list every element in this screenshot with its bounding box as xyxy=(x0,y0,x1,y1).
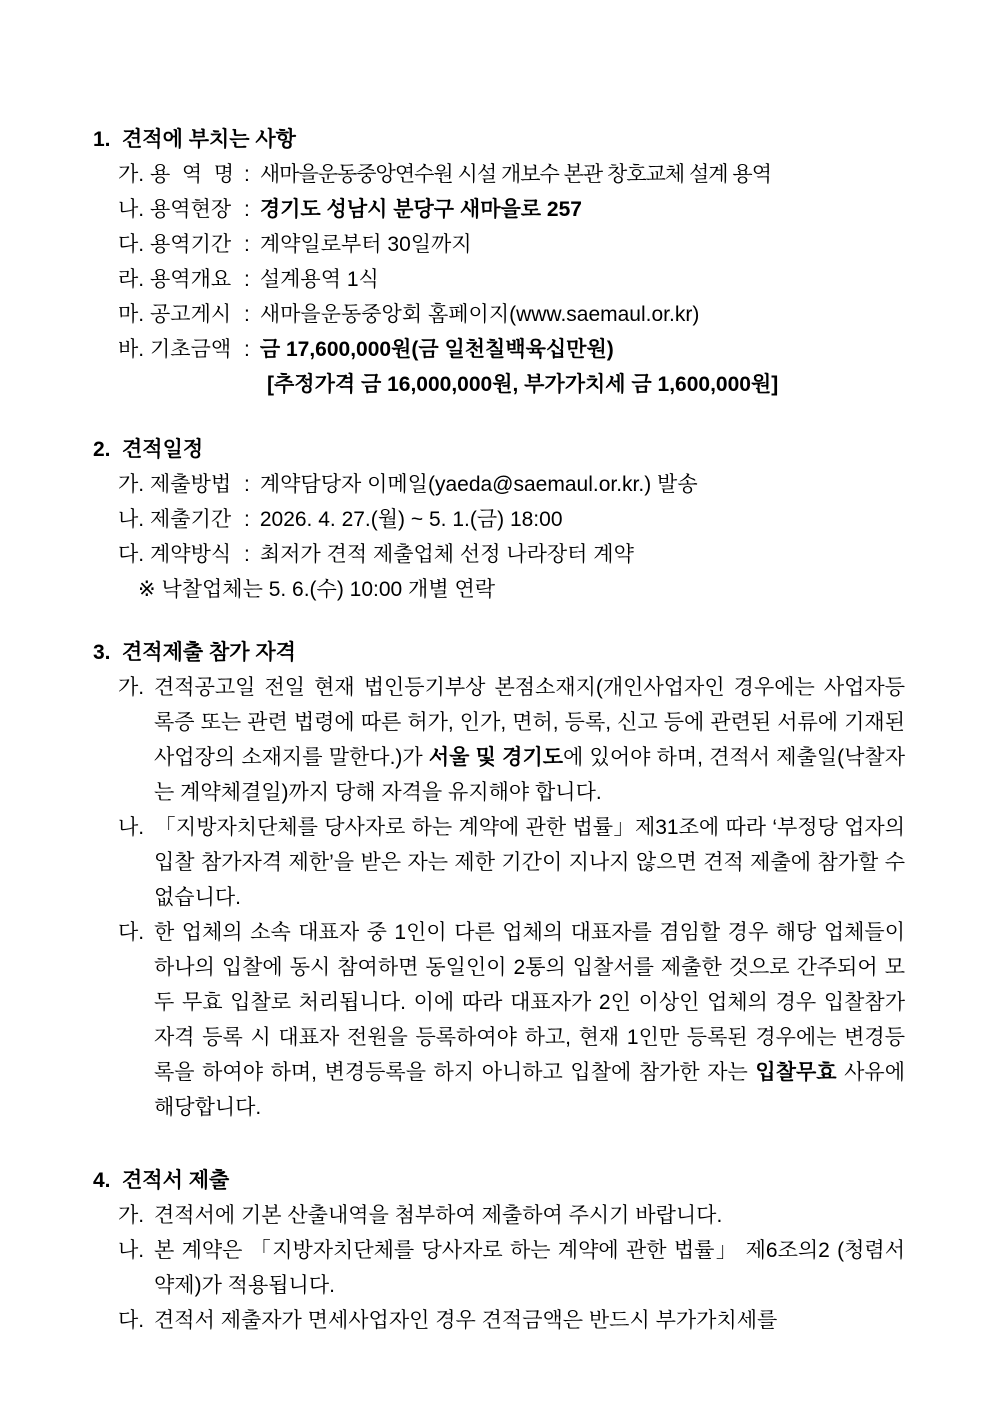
paragraph-tax-exempt xyxy=(118,1303,905,1338)
section-number: 2. xyxy=(93,438,111,461)
row-notice-posting xyxy=(118,297,905,332)
section-quotation-submission xyxy=(93,1163,905,1338)
row-label: 용역현장 xyxy=(150,198,232,221)
section-title xyxy=(93,1163,905,1198)
row-submission-method xyxy=(118,467,905,502)
row-colon: : xyxy=(244,303,250,326)
paragraph-marker: 가. xyxy=(118,1204,145,1227)
row-marker: 가. xyxy=(118,163,145,186)
paragraph-text-bold: 서울 및 경기도 xyxy=(428,746,564,769)
row-value: 최저가 견적 제출업체 선정 나라장터 계약 xyxy=(259,543,634,566)
paragraph-marker: 나. xyxy=(118,816,145,839)
paragraph-marker: 다. xyxy=(118,1309,145,1332)
section-title xyxy=(93,122,905,157)
paragraph-eligibility-location xyxy=(118,670,905,810)
row-value: 새마을운동중앙회 홈페이지(www.saemaul.or.kr) xyxy=(259,303,700,326)
row-service-period xyxy=(118,227,905,262)
row-label: 용역기간 xyxy=(150,233,232,256)
row-label: 기초금액 xyxy=(150,338,232,361)
row-value: 2026. 4. 27.(월) ~ 5. 1.(금) 18:00 xyxy=(259,508,563,531)
paragraph-text: 견적서 제출자가 면세사업자인 경우 견적금액은 반드시 부가가치세를 xyxy=(154,1309,778,1332)
row-value: 계약일로부터 30일까지 xyxy=(259,233,472,256)
row-contract-method xyxy=(118,537,905,572)
row-marker: 다. xyxy=(118,543,145,566)
row-base-amount xyxy=(118,332,905,367)
row-marker: 다. xyxy=(118,233,145,256)
row-value: 새마을운동중앙연수원 시설 개보수 본관 창호교체 설계 용역 xyxy=(259,163,771,186)
paragraph-text: 에 있어야 하며, 견적서 제출일(낙찰자는 계약체결일)까지 당해 자격을 유지해야 합니다. xyxy=(154,746,905,804)
row-colon: : xyxy=(244,198,250,221)
paragraph-marker: 나. xyxy=(118,1239,145,1262)
row-value: 경기도 성남시 분당구 새마을로 257 xyxy=(259,198,582,221)
row-label: 용 역 명 xyxy=(150,163,234,186)
section-quotation-items xyxy=(93,122,905,402)
section-number: 3. xyxy=(93,641,111,664)
paragraph-attach-statement xyxy=(118,1198,905,1233)
section-title-text: 견적제출 참가 자격 xyxy=(122,641,296,664)
section-title-text: 견적에 부치는 사항 xyxy=(122,128,296,151)
paragraph-text: 견적공고일 전일 현재 법인등기부상 본점소재지(개인사업자인 경우에는 사업자등록증 또는 관련 법령에 따른 허가, 인가, 면허, 등록, 신고 등에 관련된 서류에 기재된 사업장의 소재지를 말한다.)가 xyxy=(154,676,905,769)
paragraph-integrity-pledge xyxy=(118,1233,905,1303)
row-label: 계약방식 xyxy=(150,543,232,566)
row-colon: : xyxy=(244,508,250,531)
paragraph-text: 본 계약은 「지방자치단체를 당사자로 하는 계약에 관한 법률」 제6조의2 (청렴서약제)가 적용됩니다. xyxy=(154,1239,905,1297)
row-marker: 나. xyxy=(118,198,145,221)
row-label: 용역개요 xyxy=(150,268,232,291)
paragraph-text: 사유에 해당합니다. xyxy=(154,1061,905,1119)
row-colon: : xyxy=(244,163,250,186)
row-label: 제출기간 xyxy=(150,508,232,531)
estimated-price-note: [추정가격 금 16,000,000원, 부가가치세 금 1,600,000원] xyxy=(267,373,779,396)
row-value: 설계용역 1식 xyxy=(259,268,379,291)
paragraph-text: 견적서에 기본 산출내역을 첨부하여 제출하여 주시기 바랍니다. xyxy=(154,1204,723,1227)
section-number: 4. xyxy=(93,1169,111,1192)
row-colon: : xyxy=(244,338,250,361)
row-service-outline xyxy=(118,262,905,297)
paragraph-text: 한 업체의 소속 대표자 중 1인이 다른 업체의 대표자를 겸임할 경우 해당 업체들이 하나의 입찰에 동시 참여하면 동일인이 2통의 입찰서를 제출한 것으로 간주되어 모두 무효 입찰로 처리됩니다. 이에 따라 대표자가 2인 이상인 업체의 경우 입찰참가자격 등록 시 대표자 전원을 등록하여야 하고, 현재 1인만 등록된 경우에는 변경등록을 하여야 하며, 변경등록을 하지 아니하고 입찰에 참가한 자는 xyxy=(154,921,905,1084)
section-title xyxy=(93,635,905,670)
row-colon: : xyxy=(244,233,250,256)
paragraph-marker: 다. xyxy=(118,921,145,944)
row-colon: : xyxy=(244,543,250,566)
section-number: 1. xyxy=(93,128,111,151)
section-title xyxy=(93,432,905,467)
row-marker: 바. xyxy=(118,338,145,361)
row-marker: 라. xyxy=(118,268,145,291)
row-service-name xyxy=(118,157,905,192)
paragraph-marker: 가. xyxy=(118,676,145,699)
paragraph-duplicate-representative xyxy=(118,915,905,1125)
row-colon: : xyxy=(244,268,250,291)
winner-contact-remark: ※ 낙찰업체는 5. 6.(수) 10:00 개별 연락 xyxy=(138,578,496,601)
section-title-text: 견적일정 xyxy=(122,438,204,461)
row-label: 제출방법 xyxy=(150,473,232,496)
row-value: 계약담당자 이메일(yaeda@saemaul.or.kr.) 발송 xyxy=(259,473,698,496)
paragraph-restriction xyxy=(118,810,905,915)
row-marker: 나. xyxy=(118,508,145,531)
paragraph-text: 「지방자치단체를 당사자로 하는 계약에 관한 법률」제31조에 따라 ‘부정당 업자의 입찰 참가자격 제한’을 받은 자는 제한 기간이 지나지 않으면 견적 제출에 참가할 수 없습니다. xyxy=(154,816,905,909)
row-marker: 마. xyxy=(118,303,145,326)
row-colon: : xyxy=(244,473,250,496)
row-value: 금 17,600,000원(금 일천칠백육십만원) xyxy=(259,338,614,361)
section-quotation-schedule xyxy=(93,432,905,607)
section-eligibility xyxy=(93,635,905,1125)
paragraph-text-bold: 입찰무효 xyxy=(755,1061,837,1084)
row-label: 공고게시 xyxy=(150,303,232,326)
row-service-site xyxy=(118,192,905,227)
row-submission-period xyxy=(118,502,905,537)
row-marker: 가. xyxy=(118,473,145,496)
section-title-text: 견적서 제출 xyxy=(122,1169,230,1192)
